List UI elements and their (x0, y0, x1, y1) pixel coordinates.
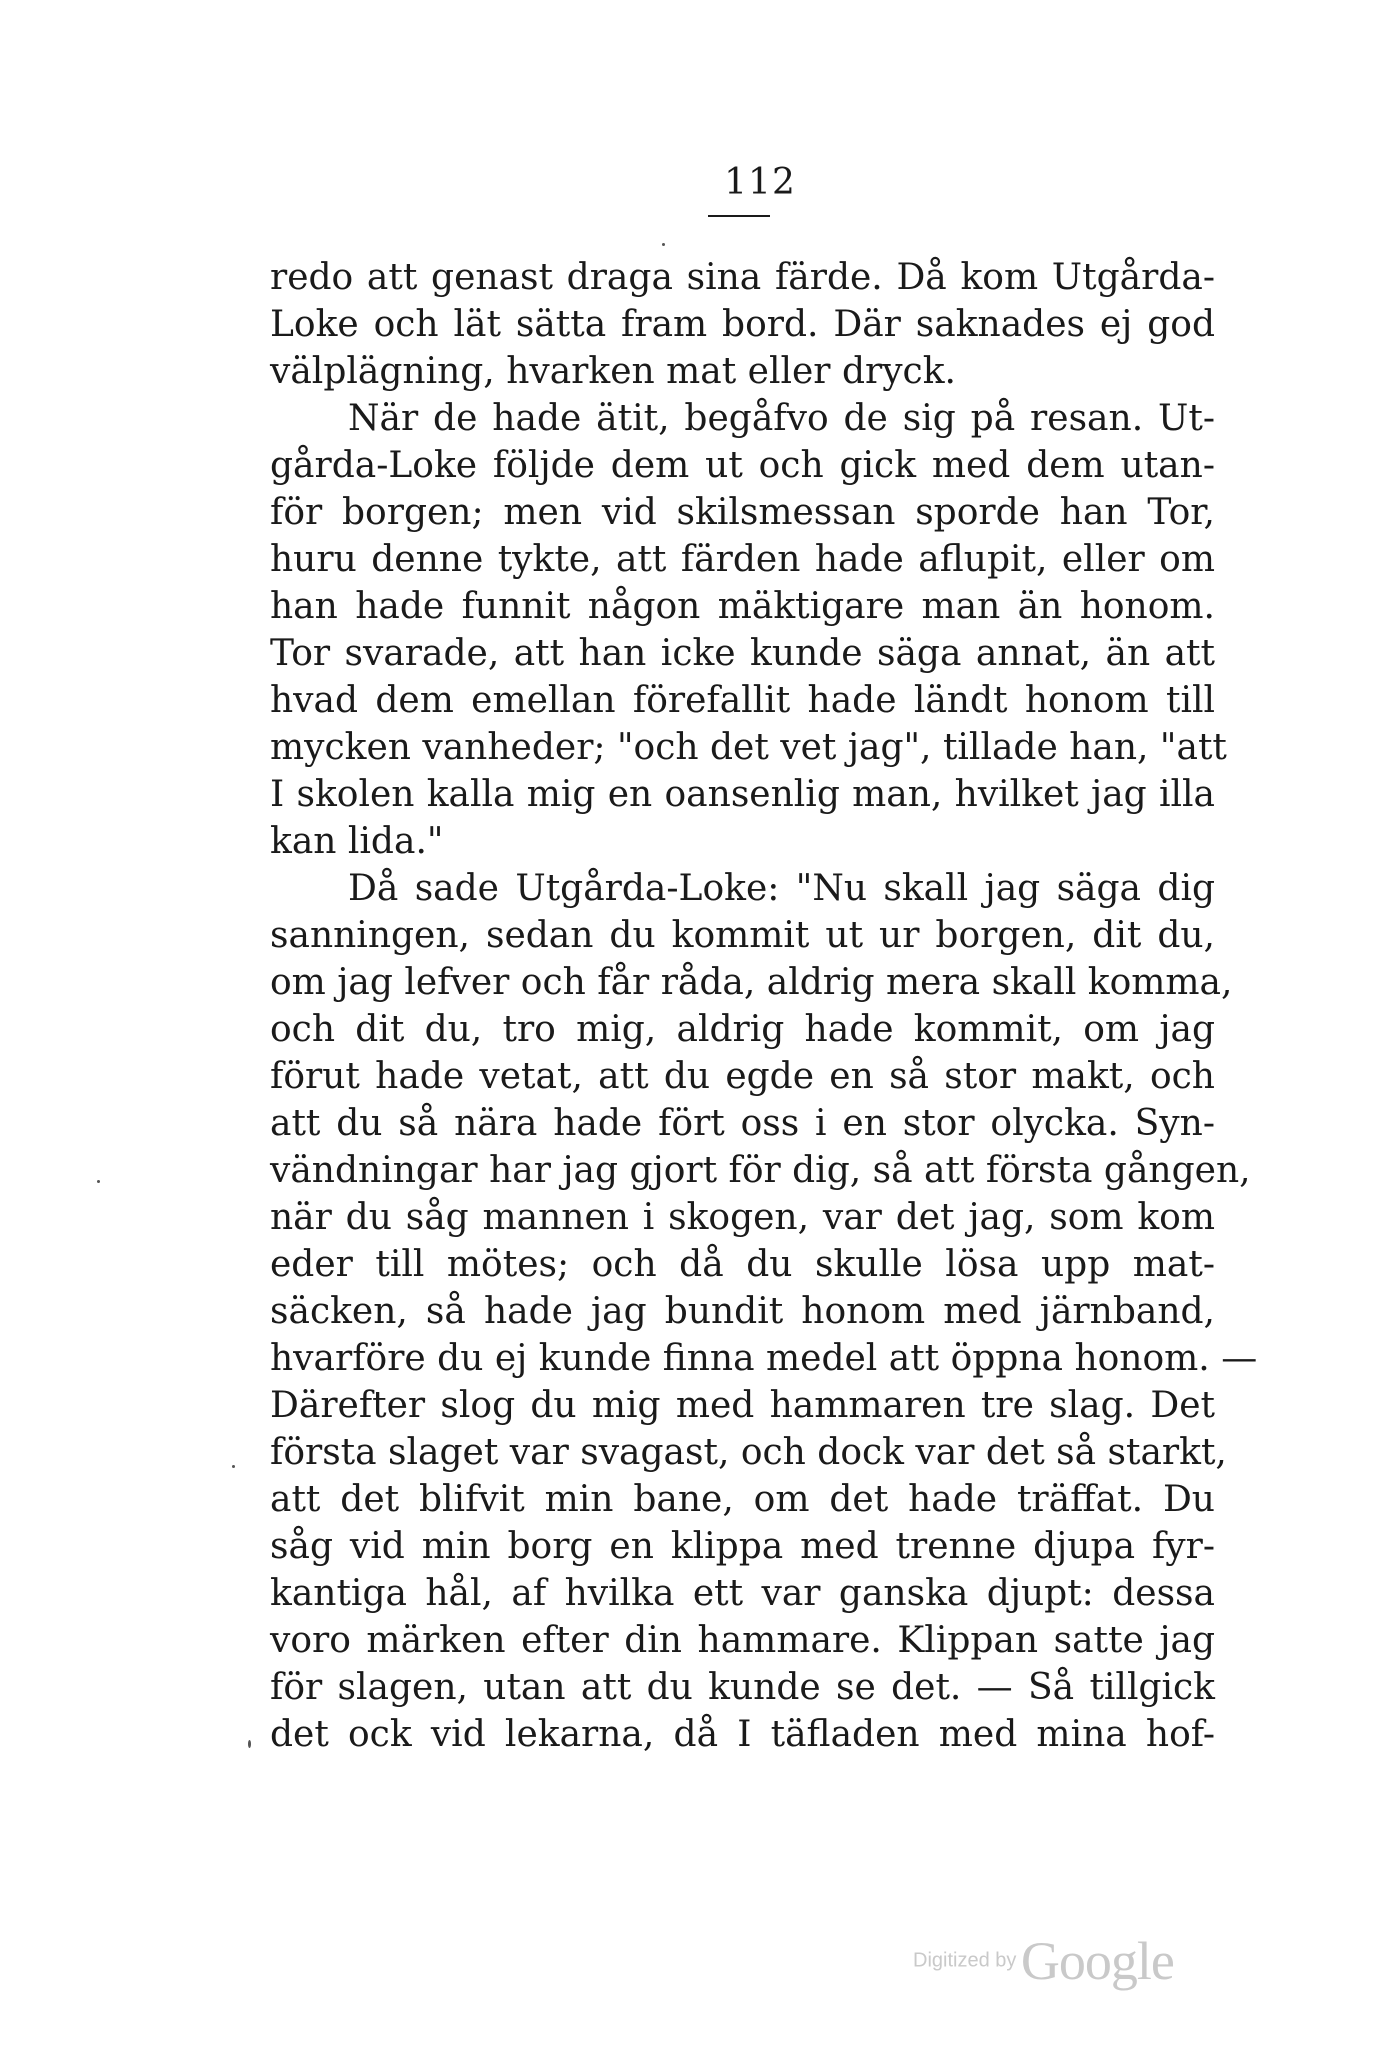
page-number-underline (708, 215, 770, 217)
text-line: hvarföre du ej kunde finna medel att öppna honom. — (270, 1338, 1258, 1379)
text-line: att du så nära hade fört oss i en stor olycka. Syn- (270, 1103, 1215, 1144)
watermark-prefix: Digitized by (913, 1949, 1017, 1972)
text-line: om jag lefver och får råda, aldrig mera skall komma, (270, 962, 1233, 1003)
text-line: förut hade vetat, att du egde en så stor makt, och (270, 1056, 1215, 1097)
text-line: Loke och lät sätta fram bord. Där saknades ej god (270, 304, 1215, 345)
text-line: första slaget var svagast, och dock var det så starkt, (270, 1432, 1227, 1473)
body-text (270, 254, 1258, 1758)
text-line: för borgen; men vid skilsmessan sporde han Tor, (270, 492, 1215, 533)
text-line: voro märken efter din hammare. Klippan satte jag (270, 1620, 1215, 1661)
text-line: han hade funnit någon mäktigare man än honom. (270, 586, 1215, 627)
text-line: att det blifvit min bane, om det hade träffat. Du (270, 1479, 1215, 1520)
digitized-by-google-watermark (913, 1930, 1174, 1992)
text-line: gårda-Loke följde dem ut och gick med dem utan- (270, 445, 1215, 486)
text-line: huru denne tykte, att färden hade aflupit, eller om (270, 539, 1215, 580)
text-line: sanningen, sedan du kommit ut ur borgen, dit du, (270, 915, 1215, 956)
text-line: såg vid min borg en klippa med trenne djupa fyr- (270, 1526, 1215, 1567)
text-line: I skolen kalla mig en oansenlig man, hvilket jag illa (270, 774, 1215, 815)
page-number: 112 (724, 162, 796, 203)
text-line: och dit du, tro mig, aldrig hade kommit, om jag (270, 1009, 1215, 1050)
text-line: vändningar har jag gjort för dig, så att första gången, (270, 1150, 1251, 1191)
margin-speck (248, 1740, 251, 1748)
text-line: kan lida." (270, 821, 444, 862)
text-line: säcken, så hade jag bundit honom med järnband, (270, 1291, 1215, 1332)
text-line: Därefter slog du mig med hammaren tre slag. Det (270, 1385, 1215, 1426)
text-line: när du såg mannen i skogen, var det jag, som kom (270, 1197, 1215, 1238)
text-line: Tor svarade, att han icke kunde säga annat, än att (270, 633, 1215, 674)
google-logo: Google (1020, 1931, 1174, 1991)
text-line: När de hade ätit, begåfvo de sig på resan. Ut- (348, 398, 1215, 439)
text-line: hvad dem emellan förefallit hade ländt honom till (270, 680, 1215, 721)
text-line: redo att genast draga sina färde. Då kom Utgårda- (270, 257, 1215, 298)
text-line: kantiga hål, af hvilka ett var ganska djupt: dessa (270, 1573, 1215, 1614)
text-line: det ock vid lekarna, då I täfladen med mina hof- (270, 1714, 1215, 1755)
text-line: eder till mötes; och då du skulle lösa upp mat- (270, 1244, 1215, 1285)
margin-speck (662, 243, 665, 246)
margin-speck (97, 1180, 100, 1183)
text-line: för slagen, utan att du kunde se det. — Så tillgick (270, 1667, 1215, 1708)
margin-speck (232, 1465, 235, 1468)
text-line: välplägning, hvarken mat eller dryck. (270, 351, 956, 392)
text-line: mycken vanheder; "och det vet jag", tillade han, "att (270, 727, 1227, 768)
text-line: Då sade Utgårda-Loke: "Nu skall jag säga dig (348, 868, 1215, 909)
